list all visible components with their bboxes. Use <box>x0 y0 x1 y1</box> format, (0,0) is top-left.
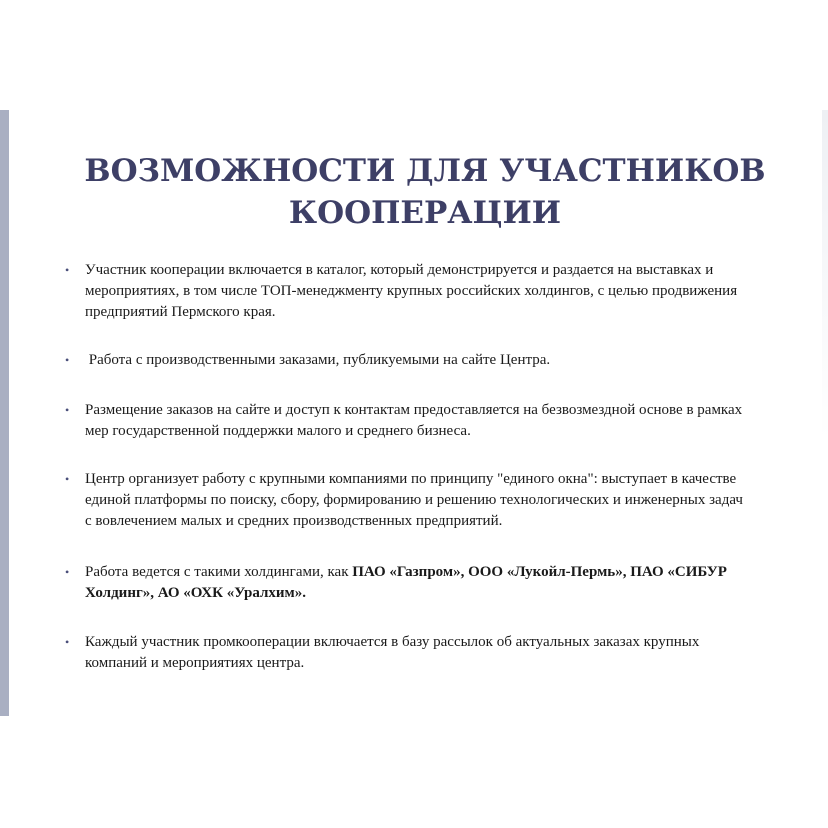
holdings-names-bold: Холдинг», АО «ОХК «Уралхим». <box>85 585 307 601</box>
bullet-item-single-window <box>65 469 795 532</box>
bullet-line: Работа с производственными заказами, публикуемыми на сайте Центра. <box>85 352 551 368</box>
bullet-dot-icon: • <box>65 565 70 579</box>
bullet-text <box>85 562 795 604</box>
bullet-line: Участник кооперации включается в каталог, который демонстрируется и раздается на выставках и <box>85 262 714 278</box>
holdings-names-bold: ПАО «Газпром», ООО «Лукойл-Пермь», ПАО «СИБУР <box>352 564 727 580</box>
slide-title <box>60 150 790 234</box>
bullet-text <box>85 469 795 532</box>
bullet-line: единой платформы по поиску, сбору, формированию и решению технологических и инженерных задач <box>85 492 743 508</box>
bullet-dot-icon: • <box>65 472 70 486</box>
bullet-item-catalog <box>65 260 795 323</box>
bullet-text <box>85 632 795 674</box>
bullet-dot-icon: • <box>65 353 70 367</box>
bullet-dot-icon: • <box>65 635 70 649</box>
slide-right-edge-shadow <box>822 110 828 440</box>
slide-title-line-2: КООПЕРАЦИИ <box>288 195 562 231</box>
bullet-text-plain: Работа ведется с такими холдингами, как <box>85 564 353 580</box>
bullet-text <box>85 260 795 323</box>
bullet-item-mailing <box>65 632 795 674</box>
bullet-dot-icon: • <box>65 403 70 417</box>
bullet-text <box>85 350 795 371</box>
bullet-item-free-access <box>65 400 795 442</box>
bullet-line <box>85 562 795 583</box>
bullet-line <box>85 583 795 604</box>
bullet-line: компаний и мероприятиях центра. <box>85 655 305 671</box>
bullet-line: предприятий Пермского края. <box>85 304 276 320</box>
bullet-line: Размещение заказов на сайте и доступ к контактам предоставляется на безвозмездной основе в рамках <box>85 402 743 418</box>
bullet-line: с вовлечением малых и средних производственных предприятий. <box>85 513 503 529</box>
bullet-item-holdings <box>65 562 795 604</box>
bullet-line: Каждый участник промкооперации включается в базу рассылок об актуальных заказах крупных <box>85 634 700 650</box>
bullet-item-orders <box>65 350 795 371</box>
bullet-line: мероприятиях, в том числе ТОП-менеджменту крупных российских холдингов, с целью продвижения <box>85 283 738 299</box>
bullet-line: мер государственной поддержки малого и среднего бизнеса. <box>85 423 471 439</box>
bullet-text <box>85 400 795 442</box>
bullet-dot-icon: • <box>65 263 70 277</box>
slide-left-accent-bar <box>0 110 9 716</box>
slide-title-line-1: ВОЗМОЖНОСТИ ДЛЯ УЧАСТНИКОВ <box>84 153 766 189</box>
bullet-line: Центр организует работу с крупными компаниями по принципу "единого окна": выступает в качестве <box>85 471 737 487</box>
